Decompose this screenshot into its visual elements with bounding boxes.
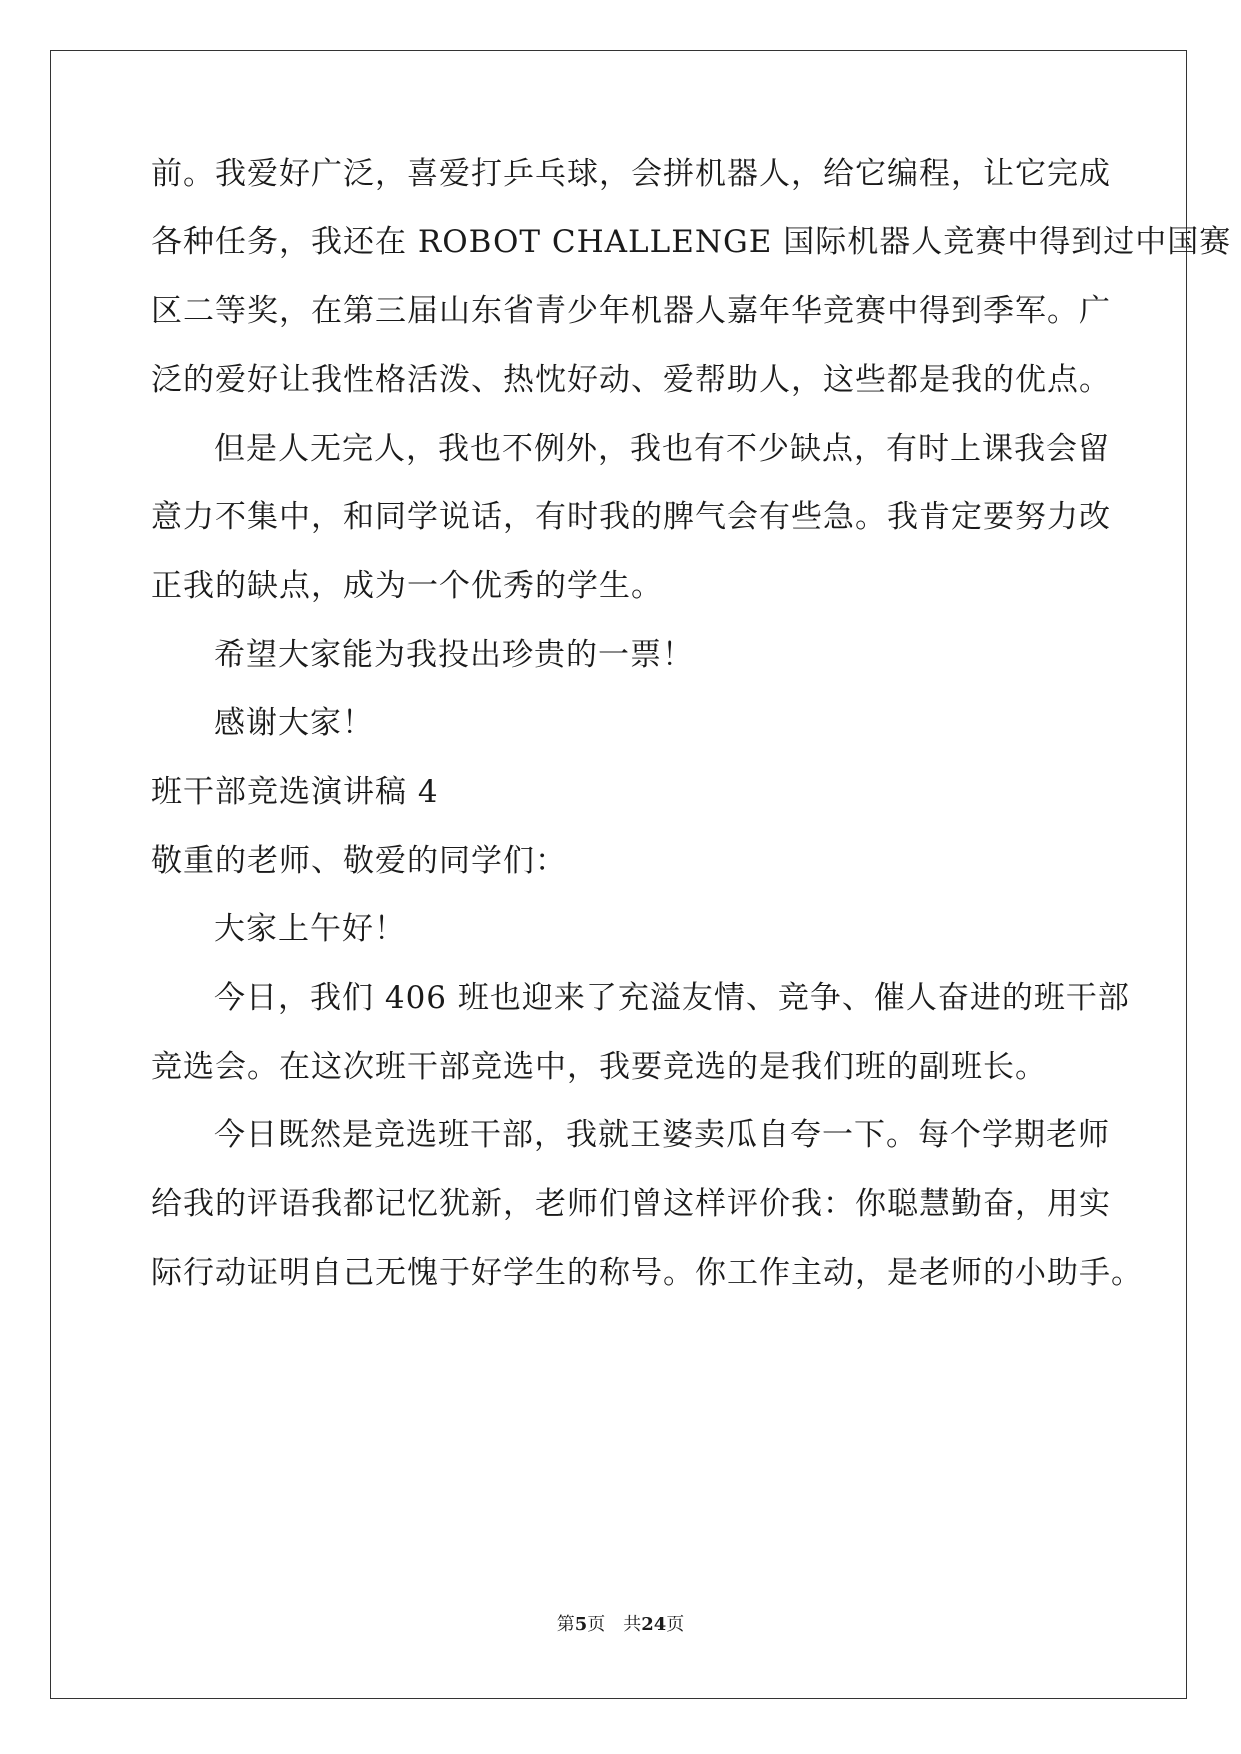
text-line: 给我的评语我都记忆犹新，老师们曾这样评价我：你聪慧勤奋，用实: [151, 1186, 1111, 1222]
paragraph-start-line: 今日既然是竞选班干部，我就王婆卖瓜自夸一下。每个学期老师: [214, 1117, 1110, 1153]
total-page-number: 24: [641, 1614, 667, 1635]
footer-mid: 页 共: [587, 1614, 642, 1635]
paragraph-start-line: 今日，我们 406 班也迎来了充溢友情、竞争、催人奋进的班干部: [214, 980, 1130, 1016]
text-line: 意力不集中，和同学说话，有时我的脾气会有些急。我肯定要努力改: [151, 499, 1111, 535]
footer-prefix: 第: [556, 1614, 575, 1635]
section-heading: 班干部竞选演讲稿 4: [151, 774, 439, 810]
text-line: 区二等奖，在第三届山东省青少年机器人嘉年华竞赛中得到季军。广: [151, 293, 1111, 329]
text-line: 竞选会。在这次班干部竞选中，我要竞选的是我们班的副班长。: [151, 1049, 1047, 1085]
salutation: 敬重的老师、敬爱的同学们：: [151, 843, 567, 879]
text-line: 正我的缺点，成为一个优秀的学生。: [151, 568, 663, 604]
text-line: 泛的爱好让我性格活泼、热忱好动、爱帮助人，这些都是我的优点。: [151, 362, 1111, 398]
text-line: 前。我爱好广泛，喜爱打乒乓球，会拼机器人，给它编程，让它完成: [151, 156, 1111, 192]
footer-suffix: 页: [666, 1614, 685, 1635]
paragraph-start-line: 大家上午好！: [214, 911, 406, 947]
text-line: 各种任务，我还在 ROBOT CHALLENGE 国际机器人竞赛中得到过中国赛: [151, 224, 1232, 260]
text-line: 际行动证明自己无愧于好学生的称号。你工作主动，是老师的小助手。: [151, 1255, 1143, 1291]
paragraph-start-line: 但是人无完人，我也不例外，我也有不少缺点，有时上课我会留: [214, 431, 1110, 467]
current-page-number: 5: [574, 1614, 588, 1635]
paragraph-start-line: 希望大家能为我投出珍贵的一票！: [214, 637, 694, 673]
paragraph-start-line: 感谢大家！: [214, 705, 374, 741]
page-footer: [0, 1613, 1241, 1637]
